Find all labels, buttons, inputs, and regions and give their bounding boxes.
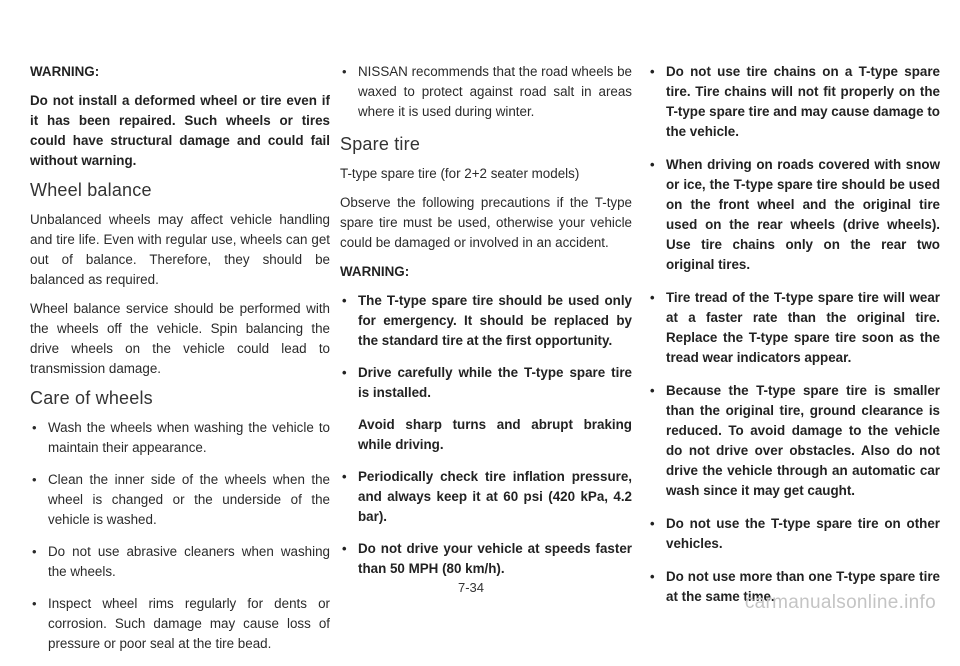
column-left	[30, 62, 330, 666]
list-item: • Do not drive your vehicle at speeds faster than 50 MPH (80 km/h).	[340, 539, 632, 579]
list-item: • Clean the inner side of the wheels when the wheel is changed or the underside of the vehicle is washed.	[30, 470, 330, 530]
list-item-subparagraph: Avoid sharp turns and abrupt braking while driving.	[358, 417, 632, 452]
warning-list	[340, 291, 632, 579]
list-item: • The T-type spare tire should be used only for emergency. It should be replaced by the standard tire at the first opportunity.	[340, 291, 632, 351]
column-right	[648, 62, 940, 620]
list-item: • Tire tread of the T-type spare tire will wear at a faster rate than the original tire. Replace the T-type spare tire soon as the tread wear indicators appear.	[648, 288, 940, 368]
list-item: • NISSAN recommends that the road wheels be waxed to protect against road salt in areas where it is used during winter.	[340, 62, 632, 122]
list-item: • When driving on roads covered with snow or ice, the T-type spare tire should be used on the front wheel and the original tire used on the rear wheels (drive wheels). Use tire chains only on the rear two original tires.	[648, 155, 940, 275]
list-item-text: Drive carefully while the T-type spare tire is installed.	[358, 365, 632, 400]
list-item: • Wash the wheels when washing the vehicle to maintain their appearance.	[30, 418, 330, 458]
wheel-balance-paragraph: Wheel balance service should be performed with the wheels off the vehicle. Spin balancing the drive wheels on the vehicle could lead to transmission damage.	[30, 301, 330, 376]
heading-wheel-balance: Wheel balance	[30, 180, 152, 200]
heading-care-of-wheels: Care of wheels	[30, 388, 153, 408]
nissan-list	[340, 62, 632, 122]
list-item: • Do not use the T-type spare tire on other vehicles.	[648, 514, 940, 554]
care-list	[30, 418, 330, 654]
heading-spare-tire: Spare tire	[340, 134, 421, 154]
page-number: 7-34	[458, 580, 485, 595]
list-item: • Because the T-type spare tire is smaller than the original tire, ground clearance is reduced. To avoid damage to the vehicle do not drive over obstacles. Also do not drive the vehicle through an automatic car wash since it may get caught.	[648, 381, 940, 501]
spare-precautions-list	[648, 62, 940, 607]
list-item: • Do not use tire chains on a T-type spare tire. Tire chains will not fit properly on the T-type spare tire and may cause damage to the vehicle.	[648, 62, 940, 142]
list-item: • Do not use abrasive cleaners when washing the wheels.	[30, 542, 330, 582]
list-item	[340, 363, 632, 455]
warning-text: Do not install a deformed wheel or tire even if it has been repaired. Such wheels or tires could have structural damage and could fail without warning.	[30, 93, 330, 168]
wheel-balance-paragraph: Unbalanced wheels may affect vehicle handling and tire life. Even with regular use, wheels can get out of balance. Therefore, they should be balanced as required.	[30, 212, 330, 287]
list-item: • Do not use more than one T-type spare tire at the same time.	[648, 567, 940, 607]
spare-paragraph: Observe the following precautions if the T-type spare tire must be used, otherwise your vehicle could be damaged or involved in an accident.	[340, 195, 632, 250]
column-middle	[340, 62, 632, 591]
warning-title: WARNING:	[340, 264, 410, 279]
warning-title: WARNING:	[30, 64, 100, 79]
list-item: • Inspect wheel rims regularly for dents or corrosion. Such damage may cause loss of pressure or poor seal at the tire bead.	[30, 594, 330, 654]
watermark: carmanualsonline.info	[744, 592, 936, 613]
spare-subtitle: T-type spare tire (for 2+2 seater models)	[340, 166, 580, 181]
list-item: • Periodically check tire inflation pressure, and always keep it at 60 psi (420 kPa, 4.2 bar).	[340, 467, 632, 527]
